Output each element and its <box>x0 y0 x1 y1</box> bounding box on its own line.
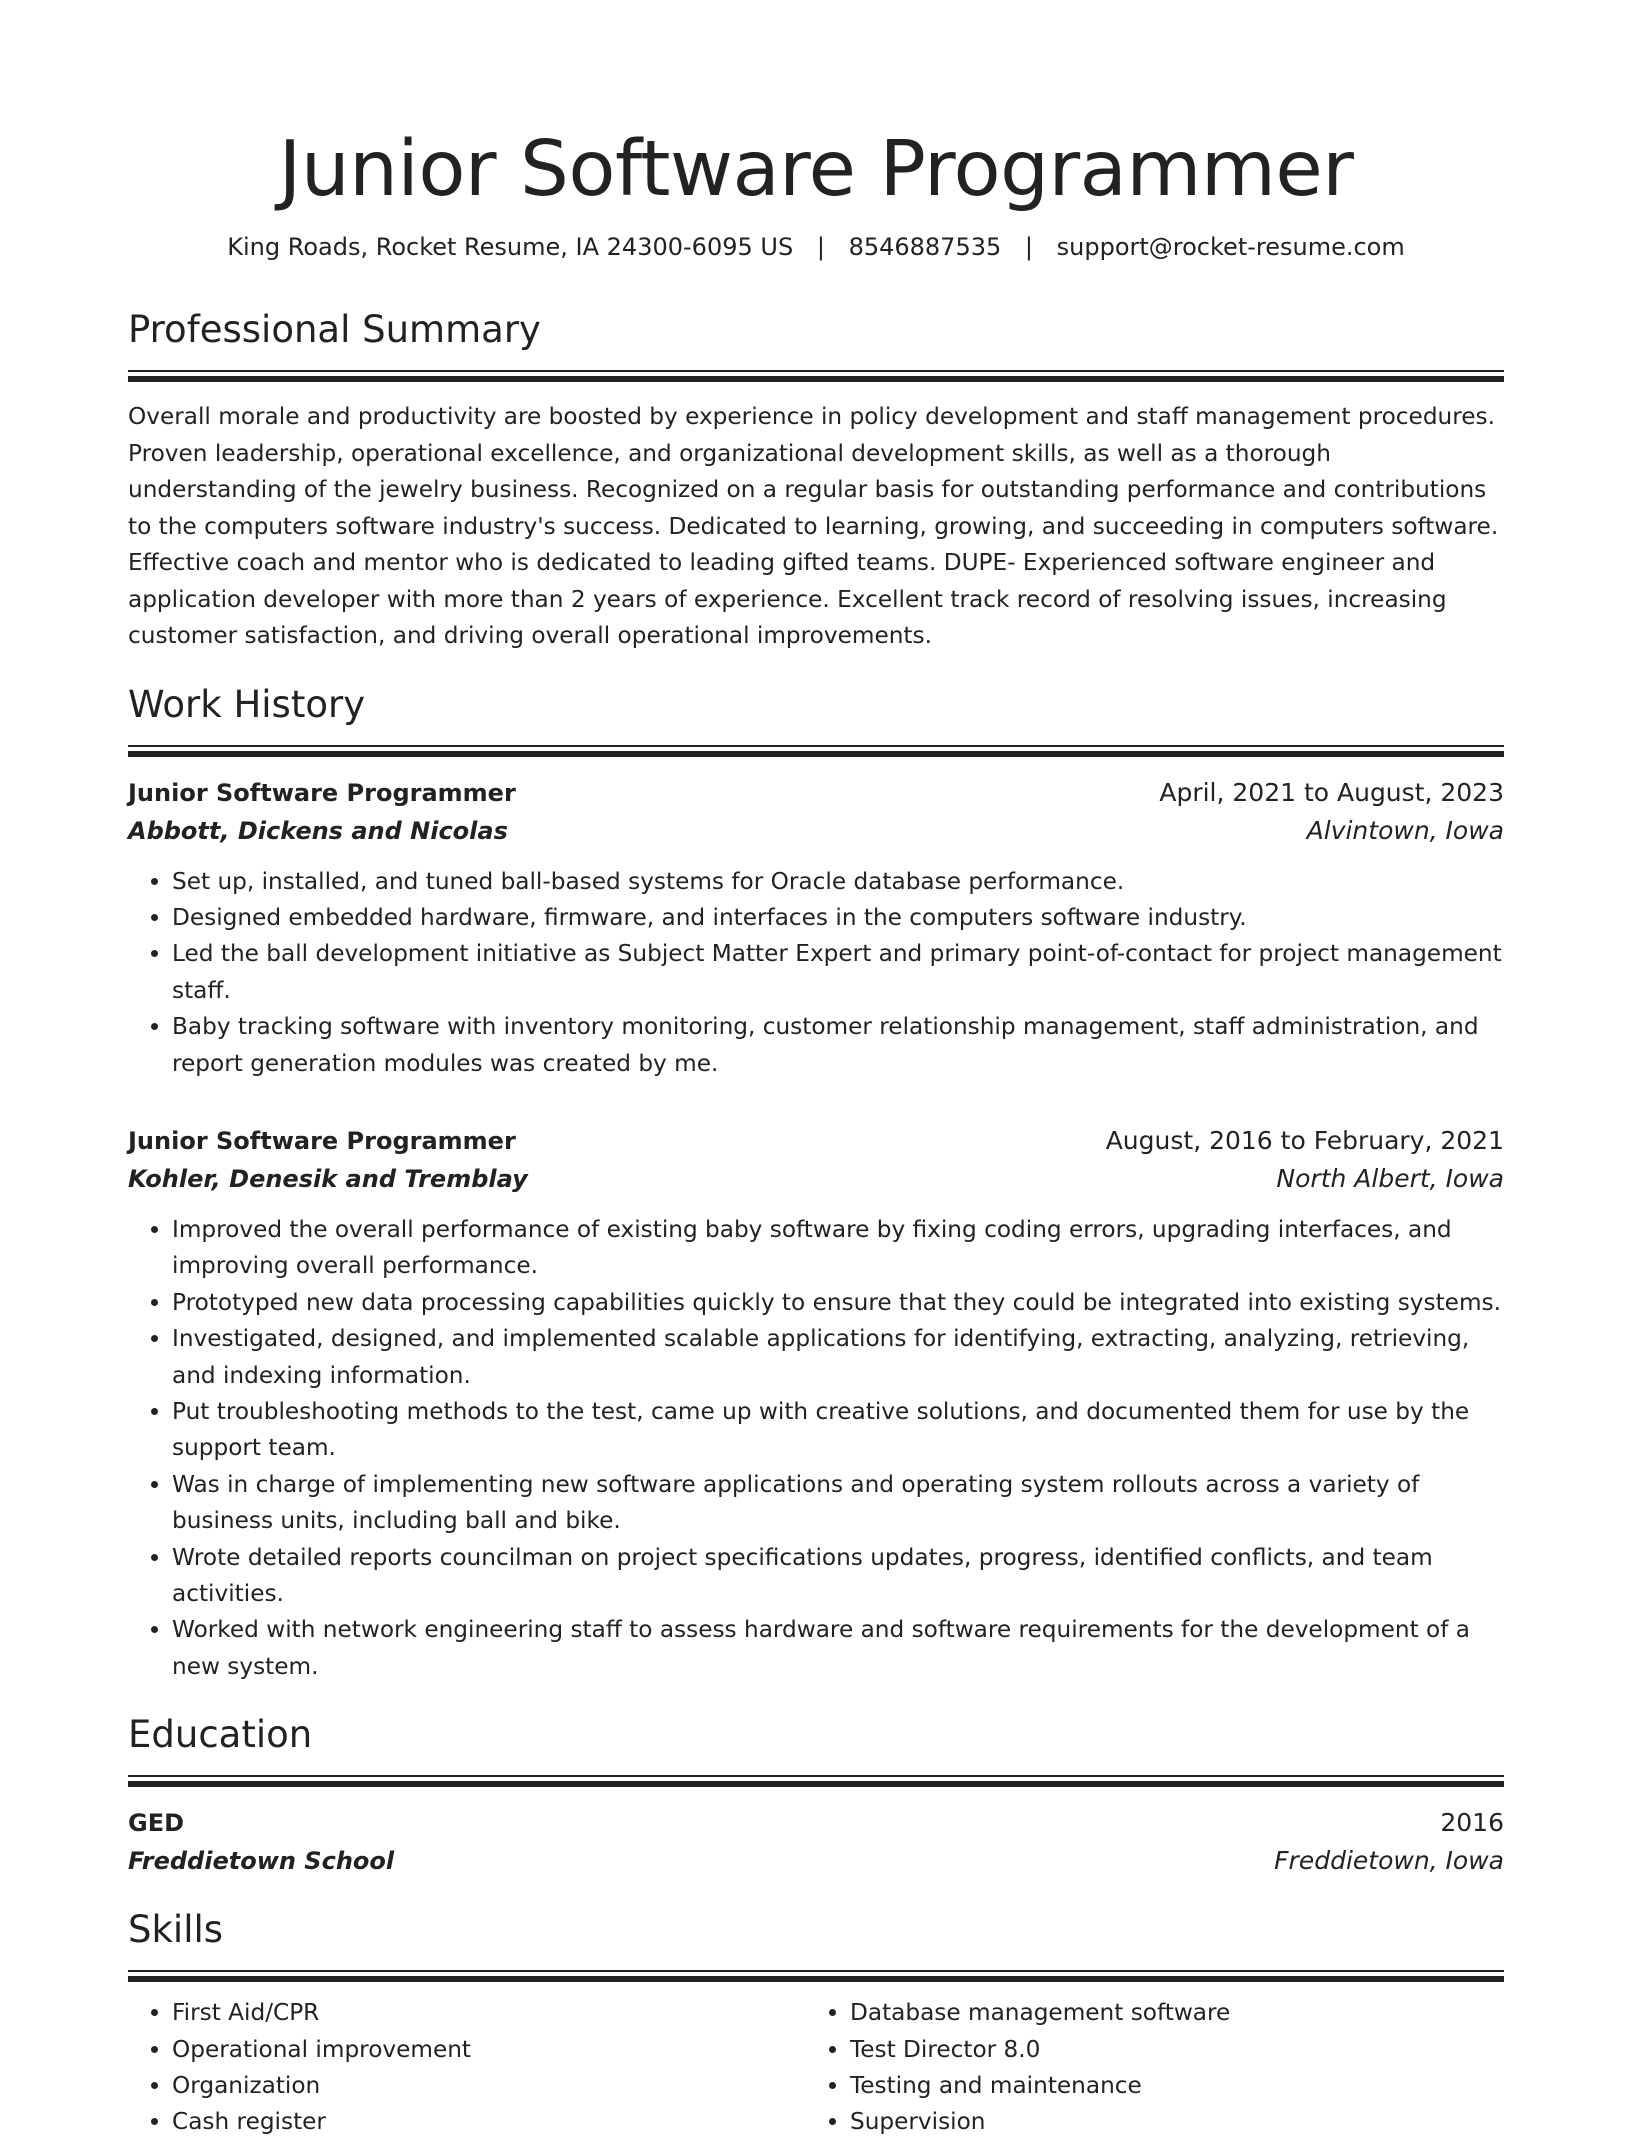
skills-section <box>128 1908 1504 2141</box>
education-school: Freddietown School <box>128 1847 395 1876</box>
job-bullet: • Investigated, designed, and implemented scalable applications for identifying, extracting, analyzing, retrieving, and indexing information. <box>172 1321 1504 1394</box>
skill-item: • Operational improvement <box>172 2032 806 2068</box>
section-divider <box>128 370 1504 381</box>
education-school-row <box>128 1842 1504 1880</box>
job-company: Kohler, Denesik and Tremblay <box>128 1164 528 1193</box>
education-heading: Education <box>128 1713 313 1757</box>
summary-text: Overall morale and productivity are boosted by experience in policy development and staff management procedures. Proven leadership, operational excellence, and organizational development skills, as well as a thorough understanding of the jewelry business. Recognized on a regular basis for outstanding performance and contributions to the computers software industry's success. Dedicated to learning, growing, and succeeding in computers software. Effective coach and mentor who is dedicated to leading gifted teams. DUPE- Experienced software engineer and application developer with more than 2 years of experience. Excellent track record of resolving issues, increasing customer satisfaction, and driving overall operational improvements. <box>128 403 1499 649</box>
skill-item: • Test Director 8.0 <box>850 2032 1484 2068</box>
job-bullet: • Worked with network engineering staff to assess hardware and software requirements for the development of a new system. <box>172 1612 1504 1685</box>
contact-phone: 8546887535 <box>848 233 1002 261</box>
job-bullet: • Led the ball development initiative as Subject Matter Expert and primary point-of-contact for project management staff. <box>172 936 1504 1009</box>
work-history-heading: Work History <box>128 682 366 726</box>
job-bullet: • Set up, installed, and tuned ball-based systems for Oracle database performance. <box>172 864 1504 900</box>
education-header-row <box>128 1804 1504 1842</box>
contact-email: support@rocket-resume.com <box>1056 233 1405 261</box>
section-divider <box>128 745 1504 756</box>
job-entry <box>128 774 1504 1082</box>
contact-separator: | <box>1024 233 1033 261</box>
summary-heading: Professional Summary <box>128 308 541 351</box>
job-bullet: • Designed embedded hardware, firmware, and interfaces in the computers software industry. <box>172 900 1504 936</box>
skills-heading: Skills <box>128 1908 224 1952</box>
job-bullets <box>128 864 1504 1082</box>
education-degree: GED <box>128 1809 185 1838</box>
resume-page <box>128 0 1504 2141</box>
job-bullet: • Wrote detailed reports councilman on project specifications updates, progress, identified conflicts, and team activities. <box>172 1540 1504 1613</box>
skill-item: • Cash register <box>172 2104 806 2140</box>
job-header-row <box>128 1122 1504 1160</box>
skills-list-left <box>128 1995 806 2141</box>
contact-separator: | <box>816 233 825 261</box>
skill-item: • Organization <box>172 2068 806 2104</box>
contact-address: King Roads, Rocket Resume, IA 24300-6095 US <box>227 233 794 261</box>
skill-item: • Database management software <box>850 1995 1484 2031</box>
job-bullet: • Improved the overall performance of existing baby software by fixing coding errors, upgrading interfaces, and improving overall performance. <box>172 1212 1504 1285</box>
job-title: Junior Software Programmer <box>128 778 516 807</box>
job-location: North Albert, Iowa <box>1276 1163 1504 1193</box>
skill-item: • Testing and maintenance <box>850 2068 1484 2104</box>
job-entry <box>128 1122 1504 1685</box>
job-company-row <box>128 812 1504 850</box>
skills-list-right <box>806 1995 1484 2141</box>
work-history-section <box>128 683 1504 1686</box>
skill-item: • Supervision <box>850 2104 1484 2140</box>
section-divider <box>128 1775 1504 1786</box>
job-company-row <box>128 1160 1504 1198</box>
contact-line <box>128 230 1504 264</box>
education-section <box>128 1713 1504 1880</box>
job-bullet: • Was in charge of implementing new software applications and operating system rollouts across a variety of business units, including ball and bike. <box>172 1467 1504 1540</box>
job-bullet: • Prototyped new data processing capabilities quickly to ensure that they could be integrated into existing systems. <box>172 1285 1504 1321</box>
job-location: Alvintown, Iowa <box>1306 815 1504 845</box>
summary-section <box>128 308 1504 655</box>
job-dates: August, 2016 to February, 2021 <box>1105 1125 1504 1155</box>
job-title: Junior Software Programmer <box>128 1126 516 1155</box>
education-location: Freddietown, Iowa <box>1274 1846 1504 1876</box>
education-entry <box>128 1804 1504 1880</box>
job-dates: April, 2021 to August, 2023 <box>1159 777 1504 807</box>
job-bullets <box>128 1212 1504 1685</box>
job-bullet: • Put troubleshooting methods to the test, came up with creative solutions, and documented them for use by the support team. <box>172 1394 1504 1467</box>
job-company: Abbott, Dickens and Nicolas <box>128 816 508 845</box>
skill-item: • First Aid/CPR <box>172 1995 806 2031</box>
job-header-row <box>128 774 1504 812</box>
skills-columns <box>128 1995 1504 2141</box>
education-year: 2016 <box>1440 1808 1504 1838</box>
resume-title: Junior Software Programmer <box>278 125 1354 214</box>
job-bullet: • Baby tracking software with inventory monitoring, customer relationship management, staff administration, and report generation modules was created by me. <box>172 1009 1504 1082</box>
section-divider <box>128 1970 1504 1981</box>
